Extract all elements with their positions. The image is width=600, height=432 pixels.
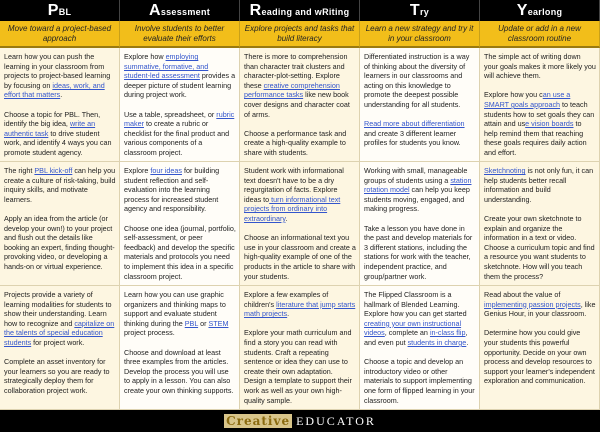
- article-link[interactable]: write an authentic task: [4, 119, 96, 138]
- activity-cell: [480, 48, 600, 162]
- activity-cell: [240, 48, 360, 162]
- article-link[interactable]: students in charge: [407, 337, 467, 347]
- cell-text: Take a lesson you have done in the past and develop materials for 3 different stations, including the stations for work with the teacher, independent practice, and group/partner work.: [364, 223, 473, 281]
- cell-text: Complete an asset inventory for your learners so you are ready to strategically deploy them for collaboration project work.: [4, 357, 110, 395]
- cell-text: Learn how you can push the learning in your classroom from projects to project-based learning by focusing on: [4, 52, 111, 90]
- column-subtitle: Learn a new strategy and try it in your classroom: [360, 21, 480, 48]
- cell-text: Choose and download at least three examples from the articles. Develop the process you will use to apply in a lesson. You can also create your own thinking supports.: [124, 347, 234, 395]
- cell-paragraph: [4, 290, 116, 348]
- column-subtitle: Update or add in a new classroom routine: [480, 21, 600, 48]
- cell-text: .: [285, 213, 288, 223]
- article-link[interactable]: in-class flip: [429, 328, 466, 338]
- cell-paragraph: [364, 357, 476, 405]
- cell-text: .: [287, 309, 290, 319]
- cell-paragraph: [244, 52, 356, 119]
- activity-cell: [360, 162, 480, 286]
- cell-text: , like Genius Hour, in your classroom.: [484, 299, 596, 319]
- activity-cell: [0, 286, 120, 410]
- activity-cell: [0, 48, 120, 162]
- cell-text: Working with small, manageable groups of students using a: [364, 166, 468, 185]
- column-header: [480, 0, 600, 21]
- article-link[interactable]: creative comprehension performance tasks: [244, 80, 340, 100]
- cell-text: The right: [4, 166, 35, 175]
- cell-text: can help you keep students moving, engaged, and making progress.: [364, 185, 470, 214]
- column-header: [120, 0, 240, 21]
- column-title-initial: R: [249, 2, 262, 19]
- activity-cell: [240, 162, 360, 286]
- cell-text: Create your own sketchnote to explain and organize the information in a text or video. Choose a curriculum topic and find a resource you want students to sketchnote. How will you teach them the process?: [484, 213, 595, 281]
- cell-text: is not only fun, it can help students better recall information and build understanding.: [484, 166, 594, 204]
- cell-paragraph: [364, 290, 476, 348]
- cell-text: .: [466, 337, 469, 347]
- column-subtitle: Explore projects and tasks that build literacy: [240, 21, 360, 48]
- article-link[interactable]: four ideas: [150, 166, 182, 175]
- cell-text: for project work.: [31, 337, 85, 347]
- cell-text: Choose a performance task and create a high-quality example to share with students.: [244, 128, 347, 157]
- cell-paragraph: [4, 357, 116, 395]
- column-title-rest: ssessment: [160, 7, 211, 17]
- cell-text: Student work with informational text doesn't have to be a dry regurgitation of facts. Explore ideas to: [244, 166, 344, 204]
- activity-cell: [480, 162, 600, 286]
- article-link[interactable]: station rotation model: [364, 175, 472, 195]
- cell-paragraph: [4, 214, 116, 272]
- cell-paragraph: [4, 110, 116, 158]
- cell-paragraph: [124, 224, 236, 282]
- article-link[interactable]: turn informational text projects from ordinary into extraordinary: [244, 194, 341, 223]
- cell-text: Projects provide a variety of learning modalities for students to show their understanding. Learn how to recognize and: [4, 290, 112, 328]
- cell-paragraph: [4, 166, 116, 204]
- column-title-initial: P: [47, 2, 59, 19]
- article-link[interactable]: implementing passion projects: [484, 299, 581, 309]
- cell-paragraph: [484, 290, 596, 319]
- cell-paragraph: [364, 119, 476, 148]
- column-title-initial: Y: [516, 2, 528, 19]
- activity-cell: [120, 162, 240, 286]
- cell-text: Choose an informational text you use in your classroom and create a high-quality example of one of the products in the article to share with your students.: [244, 233, 356, 281]
- cell-text: Choose one idea (journal, portfolio, self-assessment, or peer feedback) and develop the specific materials and protocols you need to implement this idea in a specific classroom project.: [124, 223, 236, 281]
- activity-cell: [0, 162, 120, 286]
- cell-text: .: [60, 90, 63, 100]
- column-subtitle: Involve students to better evaluate their efforts: [120, 21, 240, 48]
- cell-text: Explore how you c: [484, 90, 543, 100]
- activity-cell: [480, 286, 600, 410]
- article-link[interactable]: employing summative, formative, and student-led assessment: [124, 52, 209, 81]
- cell-paragraph: [484, 328, 596, 386]
- cell-text: Explore your math curriculum and find a story you can read with students. Craft a repeating sentence or idea they can use to create their own adaptation. Design a template to support their work as well as your own high-quality sample.: [244, 328, 352, 405]
- article-link[interactable]: PBL: [184, 318, 199, 328]
- article-link[interactable]: STEM: [208, 318, 229, 328]
- cell-text: to create a rubric or checklist for the final product and various components of a classroom project.: [124, 119, 230, 157]
- creative-educator-logo: Creative: [226, 414, 291, 428]
- activity-cell: [240, 286, 360, 410]
- cell-text: Apply an idea from the article (or develop your own!) to your project and flush out the details like booking an expert, finding thought-provoking video, or developing a hands-on or virtual experience.: [4, 213, 115, 271]
- column-title-rest: eading and wRiting: [261, 7, 350, 17]
- column-title-initial: T: [409, 2, 420, 19]
- cell-text: to help remind them that reaching these goals requires daily action and effort.: [484, 119, 587, 157]
- cell-paragraph: [364, 224, 476, 282]
- cell-text: project process.: [124, 328, 175, 338]
- activity-cell: [120, 286, 240, 410]
- article-link[interactable]: e vision boards: [525, 119, 574, 129]
- cell-text: Choose a topic and develop an introductory video or other materials to support implementing one form of flipped learning in your classroom.: [364, 357, 475, 405]
- article-link[interactable]: PBL kick-off: [34, 166, 73, 175]
- activity-cell: [120, 48, 240, 162]
- cell-text: Explore a few examples of children's: [244, 290, 329, 309]
- activity-cell: [360, 48, 480, 162]
- cell-text: The Flipped Classroom is a hallmark of Blended Learning. Explore how you can get started: [364, 290, 467, 319]
- cell-paragraph: [364, 52, 476, 110]
- cell-paragraph: [244, 233, 356, 281]
- cell-text: Explore how: [124, 52, 166, 61]
- cell-paragraph: [244, 328, 356, 405]
- cell-text: and create 3 different learner profiles for students you know.: [364, 128, 461, 148]
- cell-text: , and even put: [364, 328, 468, 347]
- cell-paragraph: [484, 90, 596, 157]
- article-link[interactable]: literature that jump starts math projects: [244, 299, 356, 319]
- cell-text: The simple act of writing down your goals makes it more likely you will achieve them.: [484, 52, 596, 81]
- article-link[interactable]: Sketchnoting: [484, 166, 526, 175]
- cell-paragraph: [484, 166, 596, 204]
- column-title-rest: earlong: [527, 7, 563, 17]
- article-link[interactable]: Read more about differentiation: [364, 119, 465, 129]
- cell-paragraph: [244, 290, 356, 319]
- activity-cell: [360, 286, 480, 410]
- cell-text: for building student reflection and self-evaluation into the learning process for increased student agency and responsibility.: [124, 166, 220, 214]
- column-header: [0, 0, 120, 21]
- creative-educator-logo-text: EDUCATOR: [296, 413, 376, 428]
- cell-paragraph: [124, 110, 236, 158]
- cell-paragraph: [124, 166, 236, 214]
- cell-text: or: [198, 318, 209, 328]
- cell-text: Choose a topic for PBL. Then, identify the big idea,: [4, 109, 101, 129]
- cell-text: There is more to comprehension than character trait clusters and character-plot-setting. Explore these: [244, 52, 348, 90]
- cell-text: provides a deeper picture of student learning during project work.: [124, 71, 236, 100]
- article-link[interactable]: ideas, work, and effort that matters: [4, 80, 105, 100]
- cell-paragraph: [124, 290, 236, 338]
- cell-text: Differentiated instruction is a way of thinking about the diversity of learners in our classrooms and acting on this knowledge to promote the deepest possible understanding for all students.: [364, 52, 470, 109]
- cell-paragraph: [484, 52, 596, 81]
- article-link[interactable]: capitalize on the talents of special education students: [4, 318, 115, 347]
- cell-text: Read about the value of: [484, 290, 561, 299]
- cell-text: Explore: [124, 166, 151, 175]
- cell-paragraph: [364, 166, 476, 214]
- cell-paragraph: [244, 129, 356, 158]
- cell-text: can help you create a culture of risk-taking, build inquiry skills, and motivate learners.: [4, 166, 116, 204]
- cell-text: like new book cover designs and character coat of arms.: [244, 90, 350, 119]
- cell-text: Determine how you could give your students this powerful opportunity. Decide on your own process and develop resources to support your learner's independent exploration and communication.: [484, 328, 595, 386]
- cell-text: Use a table, spreadsheet, or: [124, 109, 217, 119]
- cell-text: to teach students how to set goals they can attain and us: [484, 99, 595, 129]
- cell-text: to drive student work, and identify 4 ways you can promote student agency.: [4, 128, 112, 157]
- cell-paragraph: [484, 214, 596, 281]
- column-subtitle: Move toward a project-based approach: [0, 21, 120, 48]
- column-title-initial: A: [148, 2, 161, 19]
- cell-text: , complete an: [384, 328, 430, 338]
- article-link[interactable]: creating your own instructional videos: [364, 318, 462, 338]
- article-link[interactable]: an use a SMART goals approach: [484, 90, 571, 109]
- column-title-rest: BL: [58, 7, 72, 17]
- footer: [0, 410, 600, 432]
- cell-paragraph: [124, 348, 236, 396]
- cell-paragraph: [124, 52, 236, 100]
- article-link[interactable]: rubric maker: [124, 109, 235, 129]
- cell-paragraph: [244, 166, 356, 224]
- cell-paragraph: [4, 52, 116, 100]
- cell-text: Learn how you can use graphic organizers and thinking maps to support and evaluate student thinking during the: [124, 290, 226, 328]
- column-header: [240, 0, 360, 21]
- column-header: [360, 0, 480, 21]
- column-title-rest: ry: [419, 7, 430, 17]
